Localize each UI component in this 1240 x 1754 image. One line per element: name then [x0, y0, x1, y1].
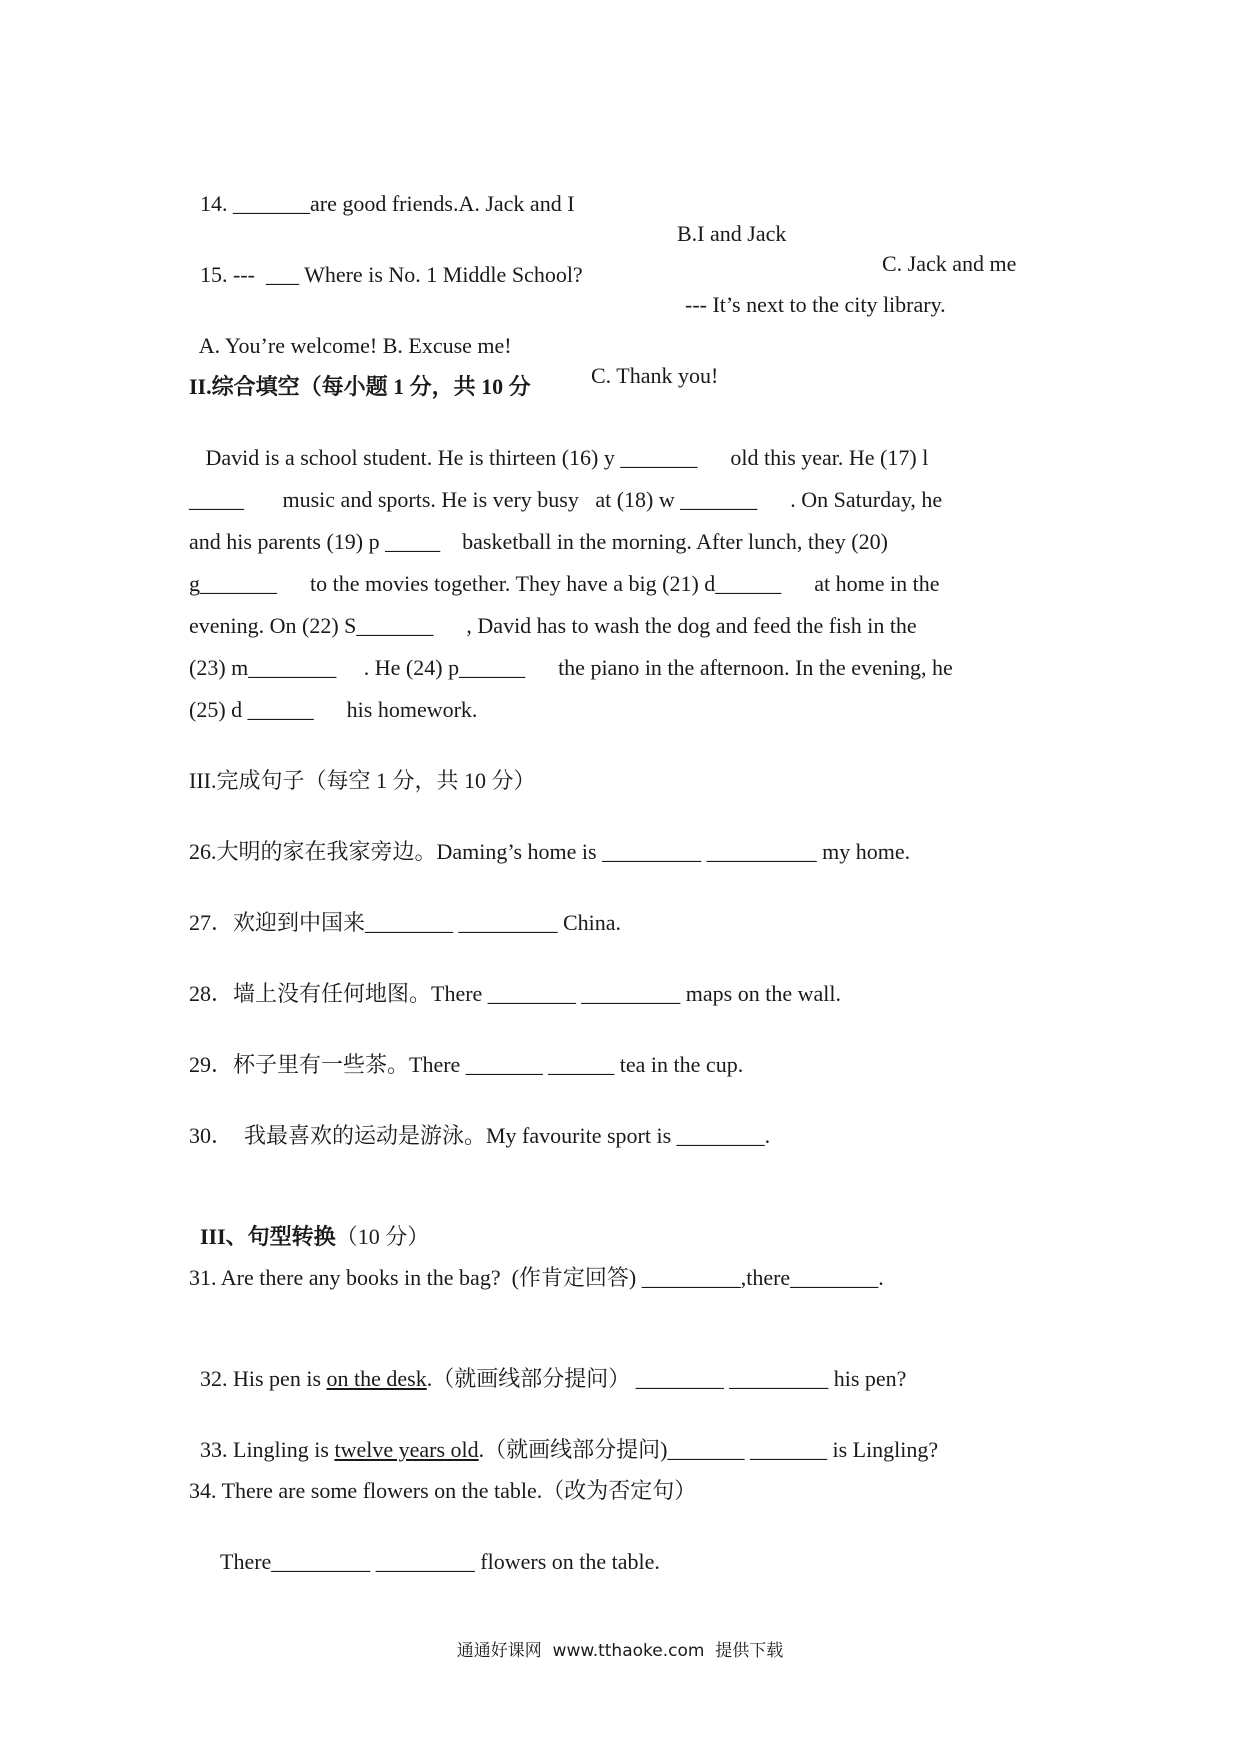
q33-underlined: twelve years old	[334, 1437, 479, 1462]
q15-option-c: C. Thank you!	[591, 363, 719, 388]
question-31: 31. Are there any books in the bag? (作肯定回答) _________,there________.	[189, 1265, 884, 1290]
q33-post: .（就画线部分提问)_______ _______ is Lingling?	[478, 1437, 939, 1462]
passage-line: evening. On (22) S_______ , David has to wash the dog and feed the fish in the	[189, 613, 917, 638]
question-34-answer: There_________ _________ flowers on the table.	[220, 1549, 660, 1574]
passage-line: (25) d ______ his homework.	[189, 697, 478, 722]
passage-line: (23) m________ . He (24) p______ the piano in the afternoon. In the evening, he	[189, 655, 953, 680]
q15-answer: --- It’s next to the city library.	[685, 292, 946, 317]
question-34: 34. There are some flowers on the table.（改为否定句）	[189, 1478, 697, 1503]
q14-option-b: B.I and Jack	[677, 221, 787, 246]
q32-pre: 32. His pen is	[200, 1366, 327, 1391]
section-3-title: III.完成句子（每空 1 分，共 10 分）	[189, 768, 536, 793]
section-2-title: II.综合填空（每小题 1 分，共 10 分	[189, 374, 531, 399]
q32-underlined: on the desk	[326, 1366, 427, 1391]
q33-pre: 33. Lingling is	[200, 1437, 335, 1462]
passage-line: and his parents (19) p _____ basketball in the morning. After lunch, they (20)	[189, 529, 888, 554]
q15-options-ab: A. You’re welcome! B. Excuse me!	[198, 333, 512, 358]
question-28: 28．墙上没有任何地图。There ________ _________ maps on the wall.	[189, 981, 841, 1006]
question-27: 27．欢迎到中国来________ _________ China.	[189, 910, 622, 935]
question-26: 26.大明的家在我家旁边。Daming’s home is _________ __________ my home.	[189, 839, 911, 864]
section-4-title	[189, 1192, 1180, 1252]
section-4-title-rest: （10 分）	[335, 1224, 430, 1249]
q14-stem: 14. _______are good friends.A. Jack and I	[200, 191, 575, 216]
q14-option-c: C. Jack and me	[882, 251, 1017, 276]
q15-stem: 15. --- ___ Where is No. 1 Middle School?	[200, 262, 583, 287]
footer-source: 通通好课网 www.tthaoke.com 提供下载	[456, 1641, 784, 1661]
passage-line: _____ music and sports. He is very busy at (18) w _______ . On Saturday, he	[189, 487, 943, 512]
passage-line: David is a school student. He is thirteen (16) y _______ old this year. He (17) l	[189, 445, 929, 470]
section-4-title-bold: III、句型转换	[200, 1224, 336, 1249]
question-30: 30． 我最喜欢的运动是游泳。My favourite sport is ________.	[189, 1123, 771, 1148]
question-32	[189, 1334, 1180, 1394]
passage-line: g_______ to the movies together. They have a big (21) d______ at home in the	[189, 571, 940, 596]
question-33	[189, 1405, 1180, 1465]
q32-post: .（就画线部分提问） ________ _________ his pen?	[426, 1366, 907, 1391]
question-29: 29．杯子里有一些茶。There _______ ______ tea in the cup.	[189, 1052, 744, 1077]
